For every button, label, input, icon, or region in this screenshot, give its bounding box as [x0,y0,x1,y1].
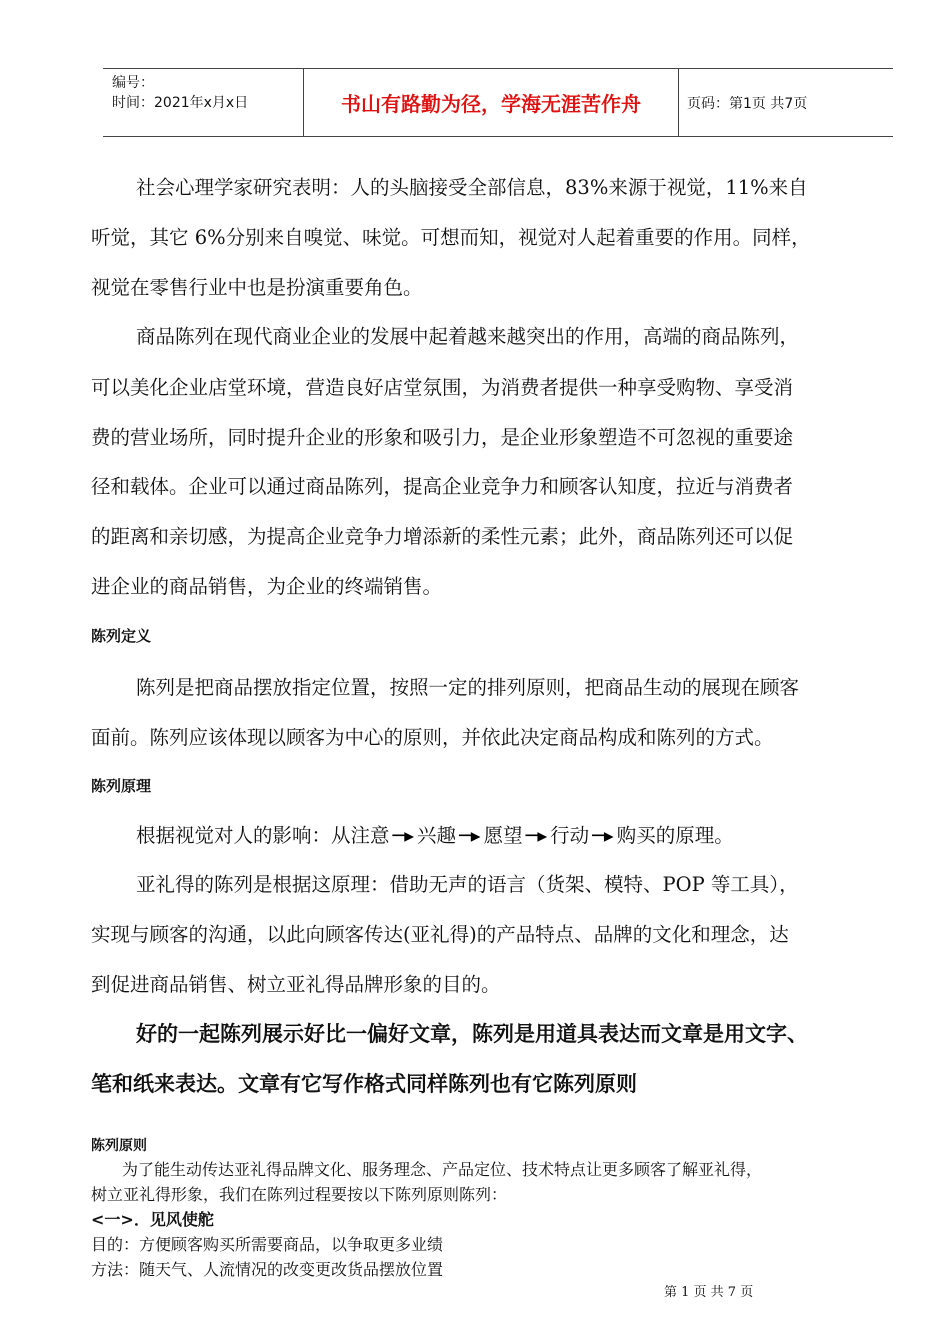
principle-line-3: 到促进商品销售、树立亚礼得品牌形象的目的。 [91,973,501,996]
rules-heading: 陈列原则 [91,1138,147,1154]
time-label: 时间：2021年x月x日 [112,95,249,111]
principle-line-2: 实现与顾客的沟通，以此向顾客传达(亚礼得)的产品特点、品牌的文化和理念，达 [91,923,789,946]
intro-p2-line-2: 可以美化企业店堂环境，营造良好店堂氛围，为消费者提供一种享受购物、享受消 [91,376,794,399]
intro-p1-line-1: 社会心理学家研究表明：人的头脑接受全部信息，83%来源于视觉，11%来自 [136,176,808,199]
definition-heading: 陈列定义 [91,627,152,645]
rules-intro-line-2: 树立亚礼得形象，我们在陈列过程要按以下陈列原则陈列： [91,1185,508,1204]
arrow-right-icon: ─▸ [592,824,614,847]
arrow-right-icon: ─▸ [392,824,415,847]
motto: 书山有路勤为径，学海无涯苦作舟 [304,69,679,136]
footer-page-number: 第 1 页 共 7 页 [664,1285,754,1300]
rule-1-method: 方法：随天气、人流情况的改变更改货品摆放位置 [91,1260,444,1279]
intro-p2-line-1: 商品陈列在现代商业企业的发展中起着越来越突出的作用，高端的商品陈列， [136,325,800,348]
definition-line-1: 陈列是把商品摆放指定位置，按照一定的排列原则，把商品生动的展现在顾客 [136,676,800,699]
page-info: 页码：第1页 共7页 [687,95,808,112]
intro-p2-line-5: 的距离和亲切感，为提高企业竞争力增添新的柔性元素；此外，商品陈列还可以促 [91,525,794,548]
flow-step-1: 兴趣 [417,824,457,847]
flow-step-2: 愿望 [483,824,523,847]
rule-1-purpose: 目的：方便顾客购买所需要商品，以争取更多业绩 [91,1235,444,1254]
intro-p2-line-4: 径和载体。企业可以通过商品陈列，提高企业竞争力和顾客认知度，拉近与消费者 [91,475,794,498]
emphasis-line-2: 笔和纸来表达。文章有它写作格式同样陈列也有它陈列原则 [91,1072,637,1096]
intro-p1-line-3: 视觉在零售行业中也是扮演重要角色。 [91,276,423,299]
number-label: 编号： [112,75,154,91]
intro-p2-line-3: 费的营业场所，同时提升企业的形象和吸引力，是企业形象塑造不可忽视的重要途 [91,426,794,449]
principle-heading: 陈列原理 [91,777,152,795]
flow-prefix: 根据视觉对人的影响：从注意 [136,824,390,847]
flow-step-4: 购买的原理。 [616,824,734,847]
rules-intro-line-1: 为了能生动传达亚礼得品牌文化、服务理念、产品定位、技术特点让更多顾客了解亚礼得， [122,1160,763,1179]
flow-step-3: 行动 [550,824,590,847]
header-table [103,68,893,137]
emphasis-line-1: 好的一起陈列展示好比一偏好文章，陈列是用道具表达而文章是用文字、 [136,1022,808,1046]
intro-p2-line-6: 进企业的商品销售，为企业的终端销售。 [91,575,443,598]
arrow-right-icon: ─▸ [459,824,481,847]
rule-1-title: <一>．见风使舵 [91,1210,214,1229]
intro-p1-line-2: 听觉，其它 6%分别来自嗅觉、味觉。可想而知，视觉对人起着重要的作用。同样， [91,226,811,249]
principle-line-1: 亚礼得的陈列是根据这原理：借助无声的语言（货架、模特、POP 等工具）， [136,873,799,896]
arrow-right-icon: ─▸ [525,824,548,847]
definition-line-2: 面前。陈列应该体现以顾客为中心的原则，并依此决定商品构成和陈列的方式。 [91,726,774,749]
header-meta-cell [103,69,304,136]
principle-flow [136,820,734,848]
